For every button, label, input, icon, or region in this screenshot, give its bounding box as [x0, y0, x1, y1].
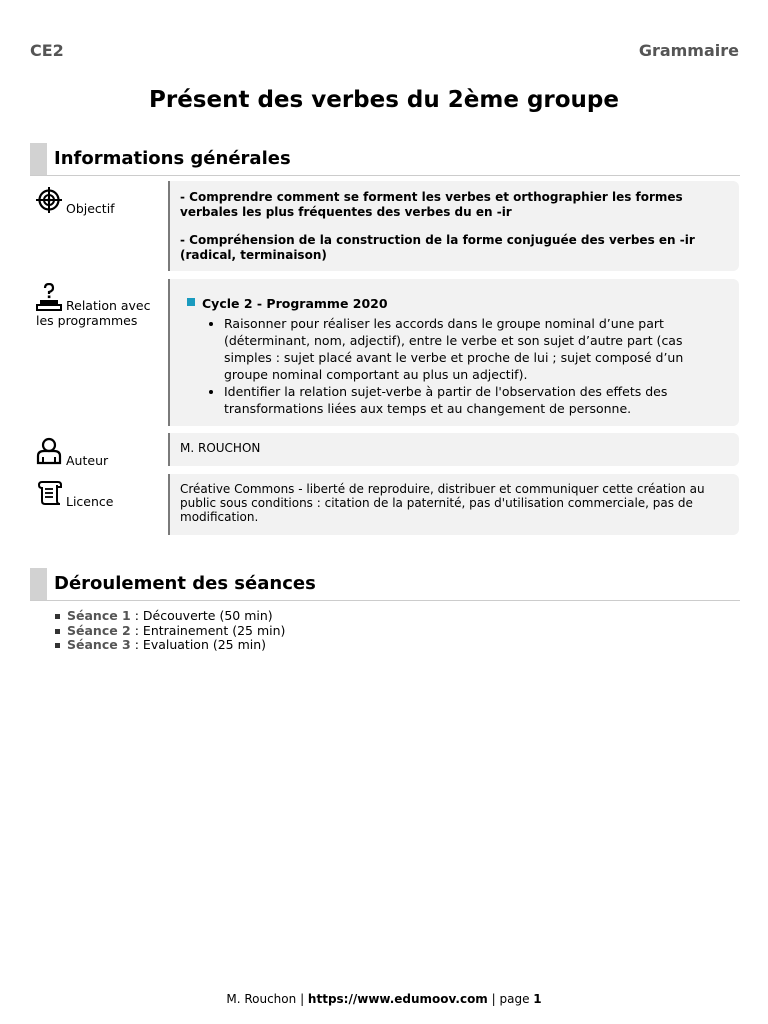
seance-item[interactable] — [54, 624, 285, 639]
auteur-box — [170, 433, 739, 466]
footer-separator: | page — [487, 992, 534, 1006]
level-label: CE2 — [30, 41, 64, 60]
section-marker — [30, 568, 47, 600]
seance-item[interactable] — [54, 638, 285, 653]
section-header-info — [30, 143, 740, 176]
footer-url-link[interactable]: https://www.edumoov.com — [307, 992, 488, 1006]
seance-desc: : Découverte (50 min) — [130, 608, 273, 623]
seance-item[interactable] — [54, 609, 285, 624]
seance-name: Séance 2 — [67, 622, 131, 638]
programme-title-text: Cycle 2 - Programme 2020 — [202, 296, 388, 311]
seance-desc: : Entrainement (25 min) — [130, 622, 286, 638]
programme-title — [180, 296, 729, 311]
section-title-seances: Déroulement des séances — [54, 573, 316, 594]
author-icon — [36, 437, 64, 465]
licence-label: Licence — [66, 494, 114, 509]
page-footer — [0, 992, 768, 1006]
competence-item: • Raisonner pour réaliser les accords dans le groupe nominal d’une part (déterminant, nom, adjectif), entre le verbe et son sujet d’autre part (cas simples : sujet placé avant le verbe et proche de lui ; sujet composé d’un groupe nominal comportant au plus un adjectif). — [224, 315, 729, 383]
auteur-value: M. ROUCHON — [180, 441, 261, 455]
licence-value: Créative Commons - liberté de reproduire, distribuer et communiquer cette création au public sous conditions : citation de la paternité, pas d'utilisation commerciale, pas de modification. — [180, 482, 705, 524]
objectif-label: Objectif — [66, 201, 115, 216]
relation-label: Relation avec les programmes — [36, 298, 151, 328]
target-icon — [36, 186, 64, 214]
section-marker — [30, 143, 47, 175]
competence-item: • Identifier la relation sujet-verbe à partir de l'observation des effets des transformations liées aux temps et au changement de personne. — [224, 383, 729, 417]
subject-label: Grammaire — [638, 41, 739, 60]
programme-competences — [180, 315, 729, 417]
seance-name: Séance 3 — [67, 637, 131, 652]
licence-scroll-icon — [36, 479, 64, 507]
objectif-item: - Compréhension de la construction de la forme conjuguée des verbes en -ir (radical, terminaison) — [180, 233, 695, 262]
seance-desc: : Evaluation (25 min) — [130, 637, 267, 652]
list-bullet — [55, 614, 60, 619]
seance-name: Séance 1 — [67, 608, 131, 623]
licence-box — [170, 474, 739, 535]
page-title: Présent des verbes du 2ème groupe — [149, 87, 619, 113]
programme-box — [170, 279, 739, 426]
page-number: 1 — [533, 992, 542, 1006]
footer-separator: | — [296, 992, 308, 1006]
list-bullet — [55, 643, 60, 648]
footer-author: M. Rouchon — [226, 992, 297, 1006]
section-header-seances — [30, 568, 740, 601]
programme-bullet — [187, 298, 195, 306]
auteur-label: Auteur — [66, 453, 109, 468]
objectif-item: - Comprendre comment se forment les verbes et orthographier les formes verbales les plus fréquentes des verbes du en -ir — [180, 190, 683, 219]
section-title-info: Informations générales — [54, 148, 291, 169]
seances-list — [54, 609, 285, 653]
list-bullet — [55, 629, 60, 634]
objectif-box — [170, 181, 739, 271]
